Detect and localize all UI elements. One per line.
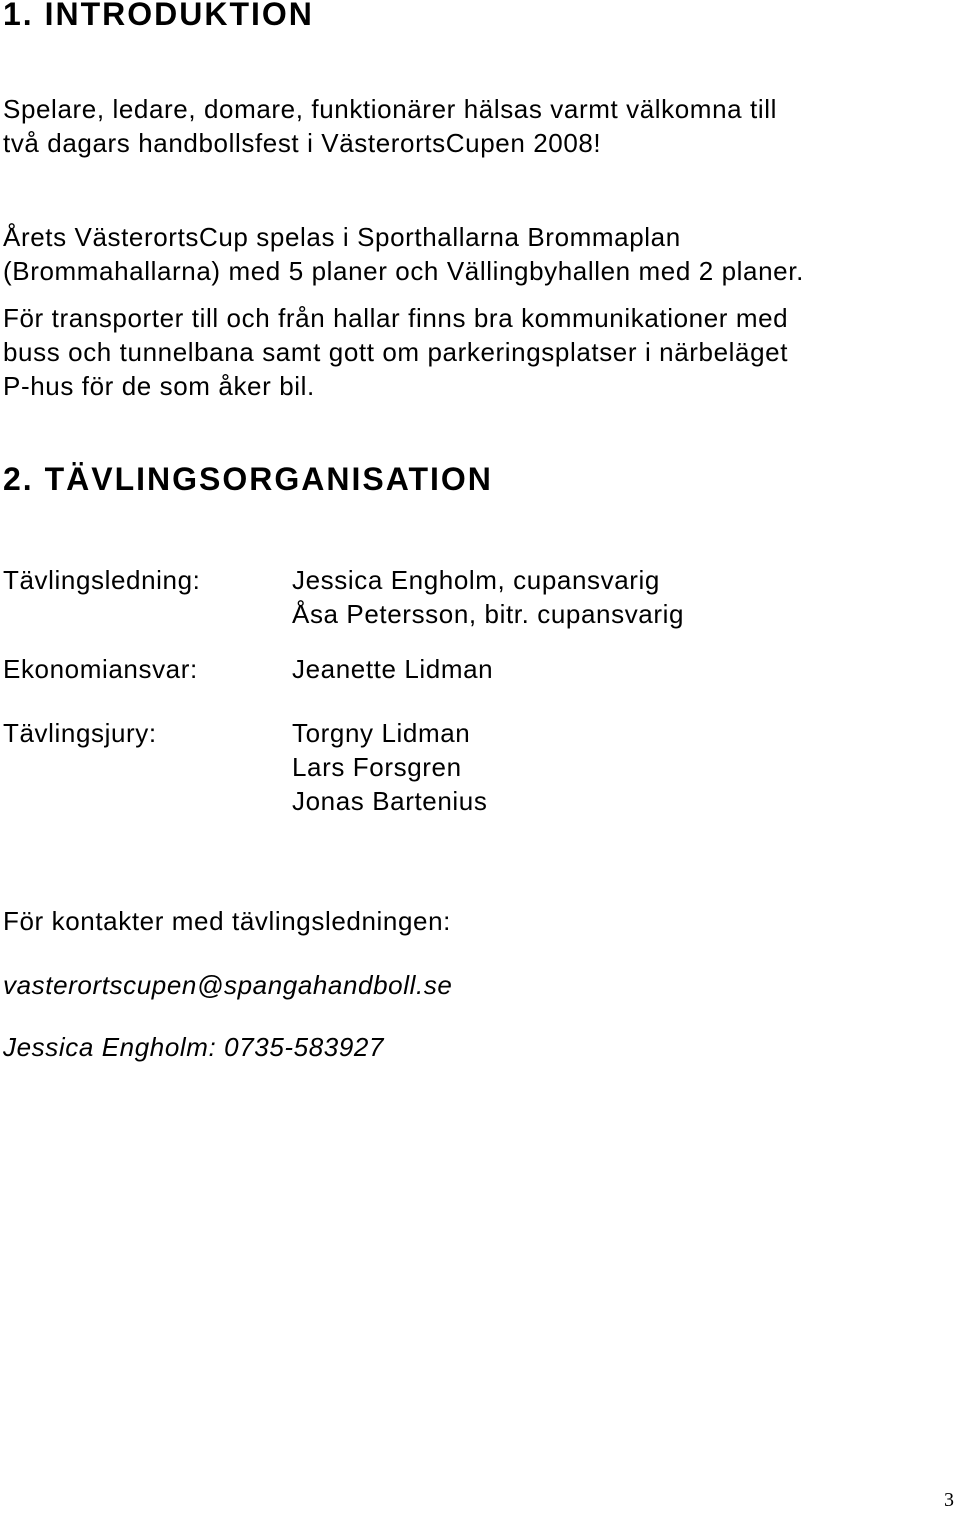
- welcome-line-1: Spelare, ledare, domare, funktionärer hälsas varmt välkomna till: [3, 94, 777, 124]
- section-1-heading: 1. INTRODUKTION: [3, 0, 314, 32]
- role-label-competition-management: Tävlingsledning:: [3, 565, 201, 595]
- role-person: Jeanette Lidman: [292, 654, 494, 684]
- role-label-jury: Tävlingsjury:: [3, 718, 157, 748]
- welcome-line-2: två dagars handbollsfest i VästerortsCupen 2008!: [3, 128, 602, 158]
- role-person: Lars Forsgren: [292, 752, 462, 782]
- venues-line-2: (Brommahallarna) med 5 planer och Vällingbyhallen med 2 planer.: [3, 256, 804, 286]
- contact-intro: För kontakter med tävlingsledningen:: [3, 906, 451, 936]
- page-number: 3: [944, 1489, 954, 1511]
- contact-phone: Jessica Engholm: 0735-583927: [3, 1032, 385, 1062]
- role-label-finance: Ekonomiansvar:: [3, 654, 198, 684]
- role-person: Jonas Bartenius: [292, 786, 488, 816]
- role-person: Åsa Petersson, bitr. cupansvarig: [292, 599, 685, 629]
- transport-line-2: buss och tunnelbana samt gott om parkeringsplatser i närbeläget: [3, 337, 789, 367]
- section-2-heading: 2. TÄVLINGSORGANISATION: [3, 461, 493, 497]
- role-person: Jessica Engholm, cupansvarig: [292, 565, 660, 595]
- venues-line-1: Årets VästerortsCup spelas i Sporthallarna Brommaplan: [3, 222, 681, 252]
- contact-email: vasterortscupen@spangahandboll.se: [3, 970, 453, 1000]
- role-person: Torgny Lidman: [292, 718, 471, 748]
- transport-line-1: För transporter till och från hallar finns bra kommunikationer med: [3, 303, 789, 333]
- transport-line-3: P-hus för de som åker bil.: [3, 371, 315, 401]
